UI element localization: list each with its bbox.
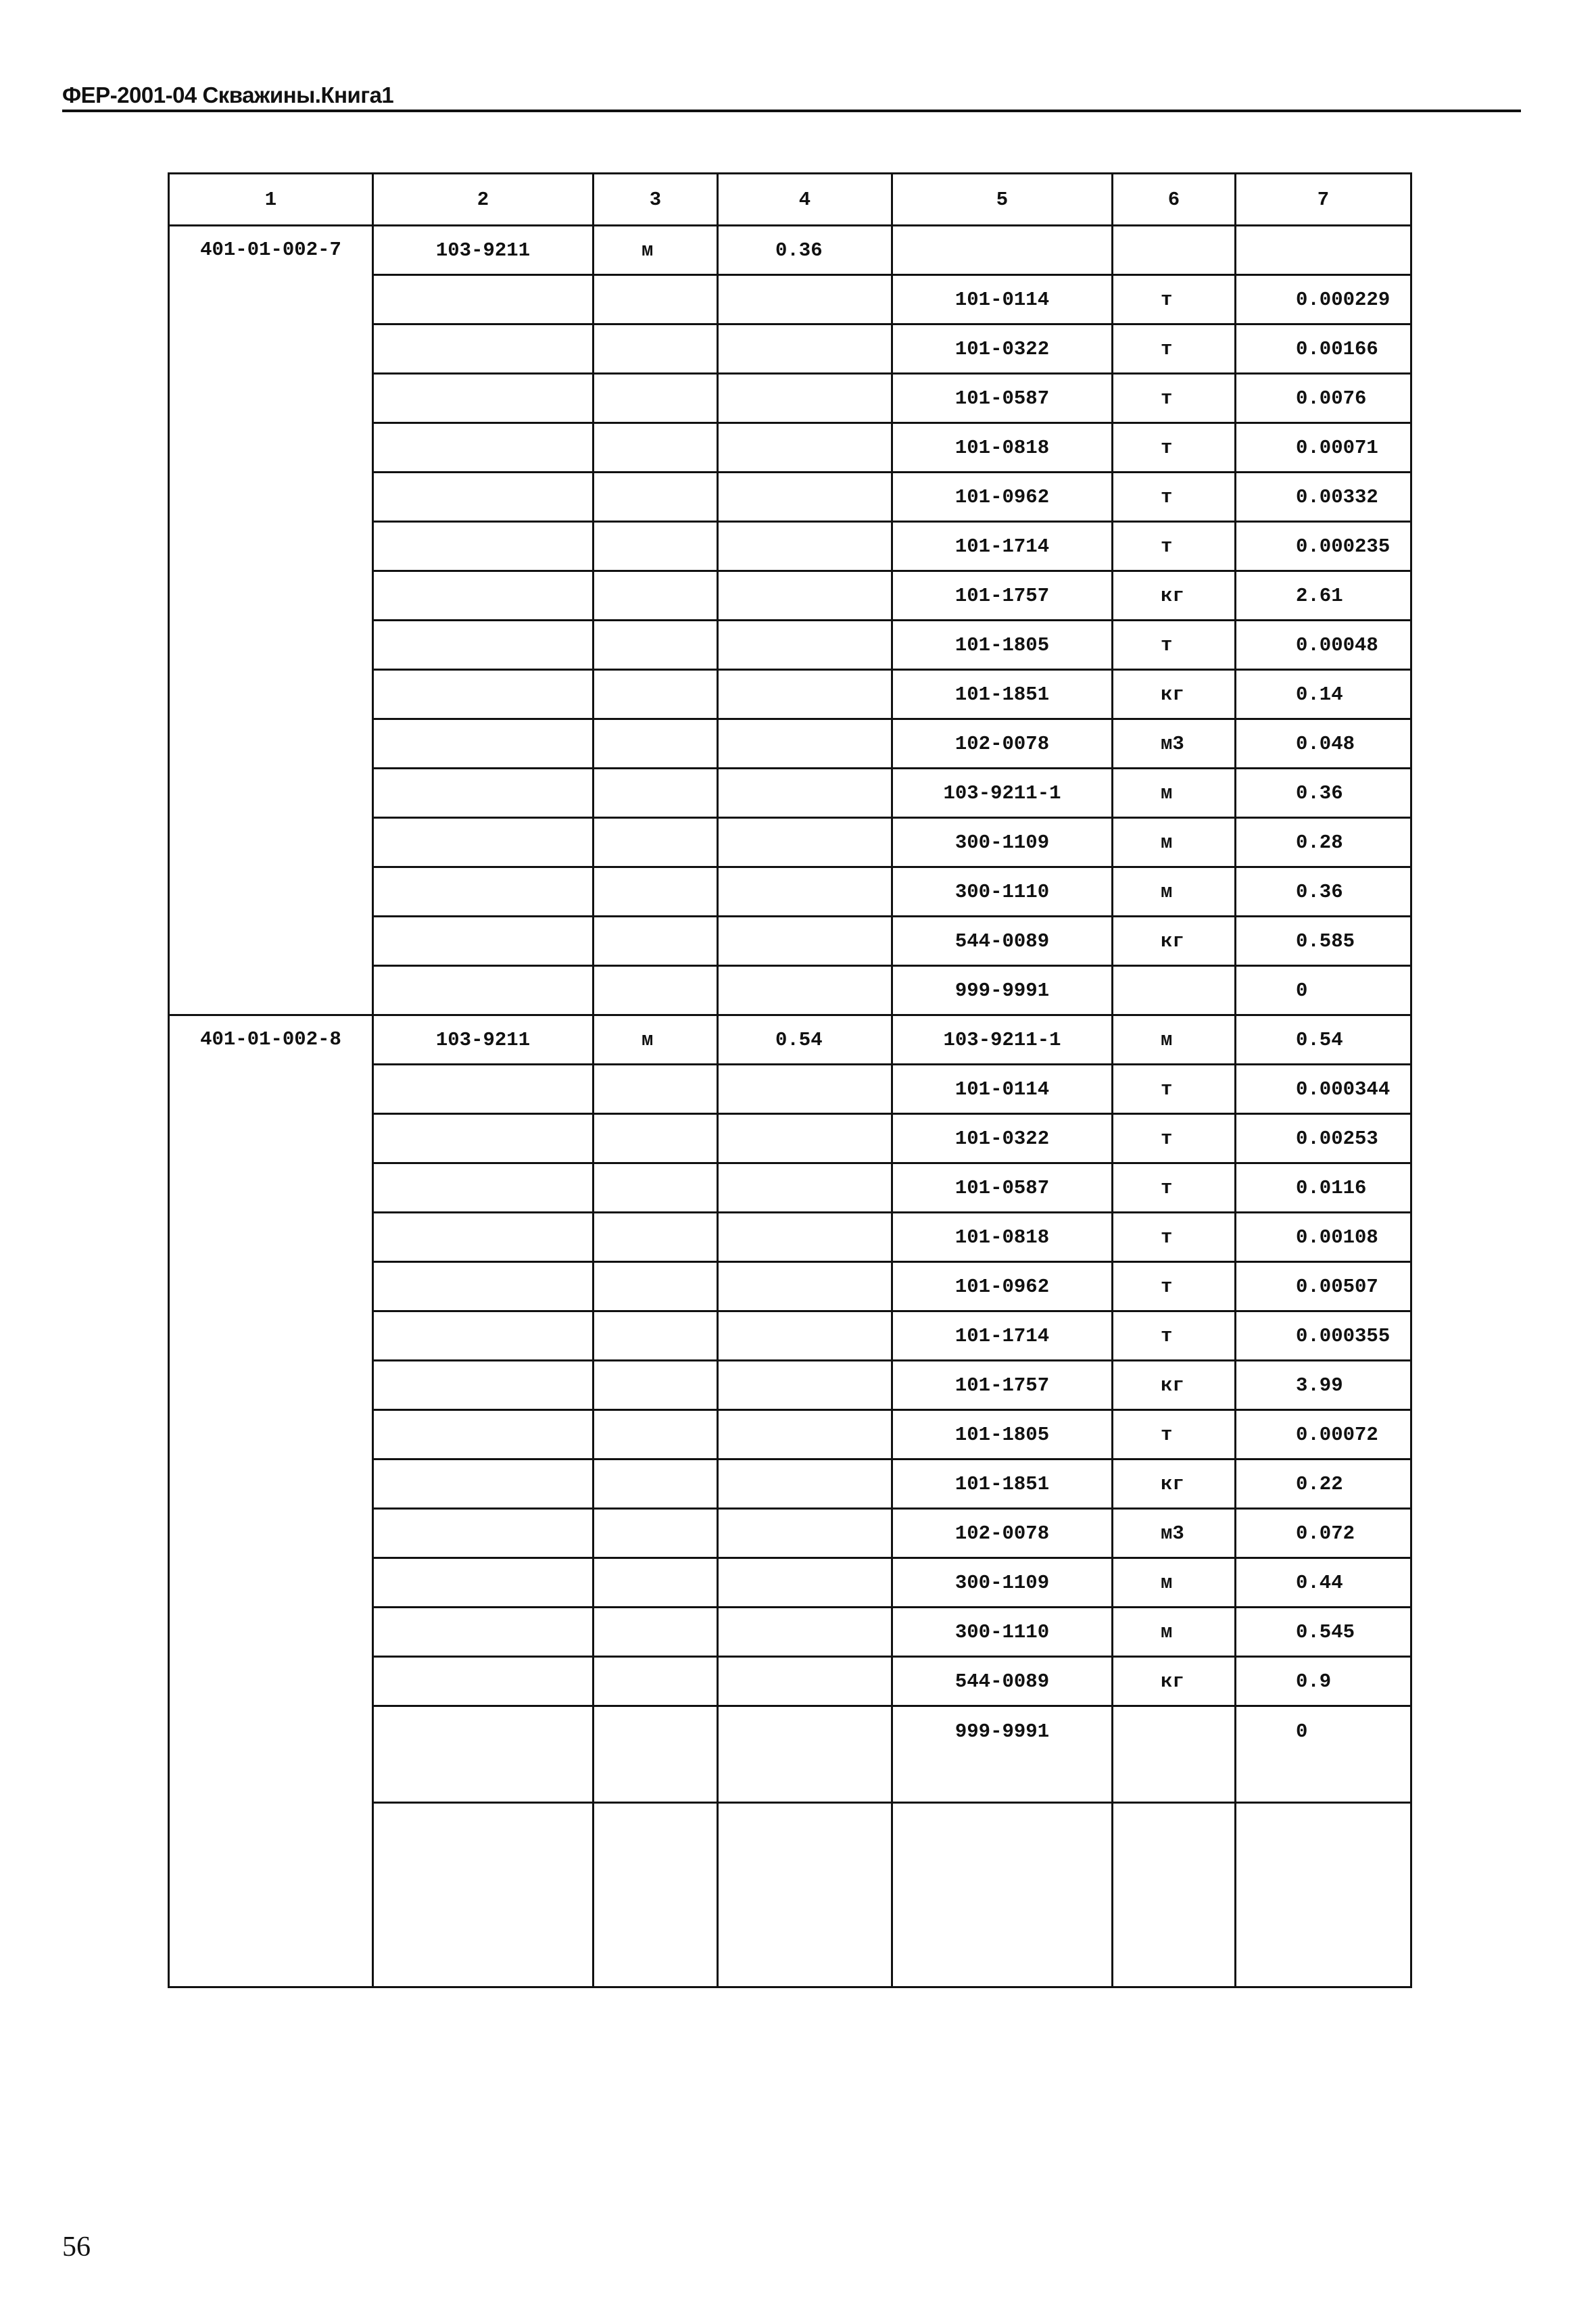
empty-cell (373, 1213, 594, 1262)
resource-code-cell: 101-1714 (892, 522, 1113, 571)
resource-unit-cell: т (1113, 324, 1236, 374)
resource-value-cell: 0.00072 (1236, 1410, 1411, 1459)
empty-cell (373, 473, 594, 522)
empty-cell (594, 769, 718, 818)
empty-cell (718, 1262, 892, 1311)
empty-cell (373, 1361, 594, 1410)
resource-code-cell: 101-0818 (892, 423, 1113, 473)
empty-cell (373, 818, 594, 867)
empty-cell (594, 1706, 718, 1803)
empty-cell (594, 818, 718, 867)
resource-code-cell: 101-1757 (892, 571, 1113, 621)
resource-value-cell: 0.22 (1236, 1459, 1411, 1509)
empty-cell (594, 1459, 718, 1509)
resource-code-cell: 544-0089 (892, 917, 1113, 966)
empty-cell (718, 867, 892, 917)
resource-unit-cell: м (1113, 1608, 1236, 1657)
resource-unit-cell: т (1113, 1262, 1236, 1311)
empty-cell (594, 1262, 718, 1311)
resource-code-cell: 999-9991 (892, 1706, 1113, 1803)
resource-code-cell: 101-0587 (892, 374, 1113, 423)
column-header: 4 (718, 174, 892, 226)
empty-cell (594, 1657, 718, 1706)
resource-unit-cell: т (1113, 1163, 1236, 1213)
resource-code-cell: 103-9211-1 (892, 1015, 1113, 1065)
norm-code-cell: 401-01-002-8 (169, 1015, 373, 1987)
empty-cell (594, 473, 718, 522)
empty-cell (594, 1163, 718, 1213)
empty-cell (373, 917, 594, 966)
empty-cell (594, 1608, 718, 1657)
base-code-cell: 103-9211 (373, 1015, 594, 1065)
resource-code-cell: 101-0962 (892, 473, 1113, 522)
empty-cell (594, 1213, 718, 1262)
norm-code-cell: 401-01-002-7 (169, 226, 373, 1015)
empty-cell (718, 1114, 892, 1163)
resource-code-cell: 544-0089 (892, 1657, 1113, 1706)
resource-code-cell: 101-0962 (892, 1262, 1113, 1311)
resource-value-cell: 0.00166 (1236, 324, 1411, 374)
resource-unit-cell: м (1113, 1558, 1236, 1608)
empty-cell (373, 1311, 594, 1361)
resource-value-cell: 0 (1236, 1706, 1411, 1803)
empty-cell (718, 571, 892, 621)
resource-value-cell: 0.36 (1236, 867, 1411, 917)
empty-cell (1236, 1803, 1411, 1987)
resource-unit-cell: кг (1113, 670, 1236, 719)
resource-unit-cell: м (1113, 867, 1236, 917)
resource-unit-cell: т (1113, 473, 1236, 522)
empty-cell (718, 621, 892, 670)
empty-cell (718, 1410, 892, 1459)
resource-code-cell (892, 226, 1113, 275)
column-header: 1 (169, 174, 373, 226)
empty-cell (594, 275, 718, 324)
empty-cell (718, 917, 892, 966)
empty-cell (594, 1114, 718, 1163)
empty-cell (718, 1509, 892, 1558)
table-row (169, 226, 1411, 275)
empty-cell (594, 324, 718, 374)
empty-cell (373, 1657, 594, 1706)
resource-value-cell: 0.048 (1236, 719, 1411, 769)
empty-cell (594, 1361, 718, 1410)
base-qty-cell: 0.54 (718, 1015, 892, 1065)
empty-cell (594, 1803, 718, 1987)
resource-value-cell: 0.9 (1236, 1657, 1411, 1706)
empty-cell (373, 1114, 594, 1163)
empty-cell (373, 670, 594, 719)
empty-cell (373, 374, 594, 423)
resource-code-cell: 300-1109 (892, 1558, 1113, 1608)
resource-unit-cell: м3 (1113, 1509, 1236, 1558)
resource-unit-cell: т (1113, 522, 1236, 571)
document-title: ФЕР-2001-04 Скважины.Книга1 (62, 82, 394, 107)
resource-value-cell: 0.44 (1236, 1558, 1411, 1608)
resource-value-cell: 0.00071 (1236, 423, 1411, 473)
resource-unit-cell: кг (1113, 1657, 1236, 1706)
empty-cell (718, 818, 892, 867)
resource-value-cell: 0.36 (1236, 769, 1411, 818)
resource-value-cell (1236, 226, 1411, 275)
column-header: 5 (892, 174, 1113, 226)
resource-value-cell: 3.99 (1236, 1361, 1411, 1410)
empty-cell (718, 1065, 892, 1114)
resource-code-cell: 101-1805 (892, 621, 1113, 670)
empty-cell (594, 423, 718, 473)
resource-value-cell: 0.545 (1236, 1608, 1411, 1657)
resource-code-cell: 300-1110 (892, 867, 1113, 917)
empty-cell (718, 324, 892, 374)
resource-code-cell: 101-0322 (892, 324, 1113, 374)
resource-unit-cell: кг (1113, 917, 1236, 966)
resource-value-cell: 0.00048 (1236, 621, 1411, 670)
empty-cell (594, 1410, 718, 1459)
resource-unit-cell: т (1113, 621, 1236, 670)
resource-unit-cell: кг (1113, 1459, 1236, 1509)
resource-code-cell: 101-0114 (892, 275, 1113, 324)
base-code-cell: 103-9211 (373, 226, 594, 275)
resource-unit-cell (1113, 226, 1236, 275)
empty-cell (718, 1163, 892, 1213)
empty-cell (373, 966, 594, 1015)
empty-cell (594, 1065, 718, 1114)
resource-unit-cell: т (1113, 423, 1236, 473)
resource-code-cell: 101-0322 (892, 1114, 1113, 1163)
empty-cell (718, 423, 892, 473)
resource-unit-cell: т (1113, 275, 1236, 324)
resource-code-cell: 101-0818 (892, 1213, 1113, 1262)
empty-cell (594, 719, 718, 769)
empty-cell (373, 571, 594, 621)
resource-unit-cell: м (1113, 1015, 1236, 1065)
empty-cell (373, 423, 594, 473)
resource-code-cell: 101-0114 (892, 1065, 1113, 1114)
empty-cell (594, 966, 718, 1015)
empty-cell (718, 522, 892, 571)
resource-unit-cell (1113, 966, 1236, 1015)
column-header: 3 (594, 174, 718, 226)
empty-cell (718, 719, 892, 769)
resource-value-cell: 0.000229 (1236, 275, 1411, 324)
resource-code-cell: 101-1714 (892, 1311, 1113, 1361)
empty-cell (373, 1459, 594, 1509)
resource-code-cell: 101-1805 (892, 1410, 1113, 1459)
empty-cell (373, 1262, 594, 1311)
resource-value-cell: 0.000235 (1236, 522, 1411, 571)
resource-unit-cell: м (1113, 818, 1236, 867)
resource-code-cell: 101-1851 (892, 670, 1113, 719)
empty-cell (718, 1706, 892, 1803)
resource-value-cell: 0.0076 (1236, 374, 1411, 423)
column-header: 6 (1113, 174, 1236, 226)
resource-value-cell: 0.00332 (1236, 473, 1411, 522)
empty-cell (373, 621, 594, 670)
empty-cell (373, 275, 594, 324)
empty-cell (373, 1163, 594, 1213)
empty-cell (718, 670, 892, 719)
resource-unit-cell: т (1113, 1065, 1236, 1114)
empty-cell (373, 1410, 594, 1459)
resource-value-cell: 0.28 (1236, 818, 1411, 867)
resource-code-cell: 300-1110 (892, 1608, 1113, 1657)
empty-cell (373, 522, 594, 571)
resource-code-cell: 300-1109 (892, 818, 1113, 867)
empty-cell (718, 1657, 892, 1706)
table-body (169, 226, 1411, 1987)
resource-value-cell: 0.000344 (1236, 1065, 1411, 1114)
empty-cell (594, 522, 718, 571)
resource-value-cell: 0.072 (1236, 1509, 1411, 1558)
resource-unit-cell: т (1113, 374, 1236, 423)
empty-cell (373, 1608, 594, 1657)
empty-cell (594, 621, 718, 670)
empty-cell (373, 1558, 594, 1608)
resource-value-cell: 0.14 (1236, 670, 1411, 719)
empty-cell (373, 1065, 594, 1114)
resource-code-cell: 101-1757 (892, 1361, 1113, 1410)
empty-cell (718, 1213, 892, 1262)
empty-cell (718, 1311, 892, 1361)
empty-cell (373, 719, 594, 769)
empty-cell (373, 867, 594, 917)
resource-unit-cell: кг (1113, 1361, 1236, 1410)
norms-table (168, 172, 1412, 1988)
empty-cell (594, 867, 718, 917)
empty-cell (373, 1509, 594, 1558)
empty-cell (594, 1558, 718, 1608)
empty-cell (718, 275, 892, 324)
resource-code-cell: 102-0078 (892, 719, 1113, 769)
resource-unit-cell: т (1113, 1213, 1236, 1262)
empty-cell (594, 374, 718, 423)
resource-value-cell: 2.61 (1236, 571, 1411, 621)
empty-cell (718, 769, 892, 818)
empty-cell (594, 917, 718, 966)
resource-unit-cell: м3 (1113, 719, 1236, 769)
resource-value-cell: 0.0116 (1236, 1163, 1411, 1213)
empty-cell (373, 1803, 594, 1987)
empty-cell (373, 1706, 594, 1803)
resource-value-cell: 0.00108 (1236, 1213, 1411, 1262)
resource-unit-cell: т (1113, 1114, 1236, 1163)
empty-cell (718, 1558, 892, 1608)
column-header: 7 (1236, 174, 1411, 226)
empty-cell (718, 374, 892, 423)
resource-code-cell: 101-0587 (892, 1163, 1113, 1213)
page-number: 56 (62, 2231, 91, 2263)
page-header (62, 80, 1521, 112)
empty-cell (718, 1803, 892, 1987)
resource-unit-cell: кг (1113, 571, 1236, 621)
table-header (169, 174, 1411, 226)
empty-cell (718, 966, 892, 1015)
resource-code-cell: 102-0078 (892, 1509, 1113, 1558)
resource-unit-cell: м (1113, 769, 1236, 818)
empty-cell (1113, 1803, 1236, 1987)
base-qty-cell: 0.36 (718, 226, 892, 275)
table-row (169, 1015, 1411, 1065)
resource-value-cell: 0 (1236, 966, 1411, 1015)
resource-unit-cell: т (1113, 1311, 1236, 1361)
column-header: 2 (373, 174, 594, 226)
empty-cell (594, 670, 718, 719)
empty-cell (892, 1803, 1113, 1987)
empty-cell (718, 473, 892, 522)
resource-value-cell: 0.00507 (1236, 1262, 1411, 1311)
empty-cell (718, 1459, 892, 1509)
empty-cell (594, 571, 718, 621)
base-unit-cell: м (594, 1015, 718, 1065)
resource-unit-cell (1113, 1706, 1236, 1803)
resource-value-cell: 0.000355 (1236, 1311, 1411, 1361)
empty-cell (373, 324, 594, 374)
resource-code-cell: 101-1851 (892, 1459, 1113, 1509)
empty-cell (594, 1509, 718, 1558)
empty-cell (373, 769, 594, 818)
resource-value-cell: 0.00253 (1236, 1114, 1411, 1163)
empty-cell (718, 1361, 892, 1410)
header-row (169, 174, 1411, 226)
resource-unit-cell: т (1113, 1410, 1236, 1459)
resource-value-cell: 0.585 (1236, 917, 1411, 966)
resource-value-cell: 0.54 (1236, 1015, 1411, 1065)
base-unit-cell: м (594, 226, 718, 275)
resource-code-cell: 999-9991 (892, 966, 1113, 1015)
empty-cell (594, 1311, 718, 1361)
resource-code-cell: 103-9211-1 (892, 769, 1113, 818)
empty-cell (718, 1608, 892, 1657)
